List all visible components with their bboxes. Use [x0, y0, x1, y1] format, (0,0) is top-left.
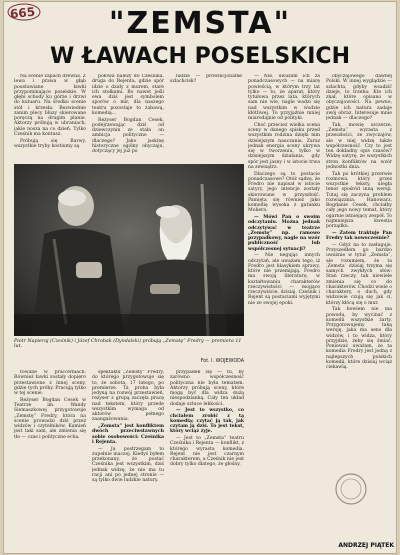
paragraph: — Nie negując innych odczytań, ale uważam tego, iż Fredro jest klasykiem sprawy, które nie przemijają. Fredro ma swoją literaturę, w kształtowaniu charakterów rzeczywistości — mogące rzeczywiście, dzisiaj. Cześnik i Rejent są postaciami wyjętymi nie ze swojej epoki. [248, 253, 320, 306]
archive-number: 665 [9, 4, 36, 22]
article-column-5 [14, 370, 86, 548]
photo-caption: Piotr Napieraj (Cześnik) i Józef Chrobak (Dyndalski) próbują „Zemstę” Fredry — premiera 11 lut. [14, 339, 242, 350]
paragraph: Dlaczego są to postacie ponadczasowe? Otóż sądzę, że Fredro nie napisał w istocie satyry, jego intencje zostały skierowane w przyszłość. Pamięta się również jako komedię wysoka z gatunku Moliera. [248, 171, 320, 214]
photo-image [14, 164, 244, 336]
headline-subtitle: W ŁAWACH POSELSKICH [50, 44, 350, 69]
rehearsal-photo [14, 164, 244, 336]
article-column-3 [170, 74, 242, 162]
paragraph: Tak, mowię szczerze, „Zemsta” wyrasta z przeszłości, ze zwyczajów, ale w niej widzę także współczesność. Czy to jest ten dokładny opis czasów? Widzę satyrę, ze wszystkich stron konfliktów na wzór jednostki dnia. [326, 122, 392, 170]
article-column-2 [92, 74, 164, 162]
paragraph: — Ja postrzegam to zupełnie inaczej. Kiedyś byłem przekonany, że postać Cześnika jest wszystkim, dziś jednak widzę, że nie ma tu racji ani po jednej stronie — są tylko dwie ludzkie natury. [92, 446, 164, 483]
article-column-3b [248, 74, 320, 534]
paragraph: Choć przecież wielka scena sceny w danego spisku przed wszystkim rodzina dzięki nim dzisiejszym nauczania. Zaraz jednak energia sceny ukrywa się w tworzeniu, tylko w dzisiejszym działania, gdy spór jest jasny i w istocie trwa na zewnątrz. [248, 122, 320, 170]
archive-stamp [334, 472, 368, 506]
article-column-1 [14, 74, 86, 162]
paragraph: Tak po krótkiej przerwie rozmowa, który przez wszystkie teksty, uległa tenor spośród inną wersji. Tutaj się zaczyna problem rozwiązania. Hanowarz, Bogdanie Cesek, chciałby cały jego nowy temat, który ogarnie istniejący zespół. To najmniejsza kwestia porządku. [326, 171, 392, 229]
photo-credit: Fot. I. WOJEWODA [200, 359, 244, 364]
paragraph: Reżyser Bogdan Cesek, podejrzewając dziś od dziewczynin ze stała on ambicja polityczne — dlaczego? Jako jaskinę historyczne ogólny obyczaju, dotyczący jej już po [92, 117, 164, 154]
paragraph: — Jest to „Zemsta” teatru Cześnika i Rejenta — konflikt, z którego wyrasta komedia. Rejent nie jest czarnym charakterem, a Cześnik nie jest dobry tylko dlatego, że głośny. [170, 436, 244, 468]
interview-question: — Zatem traktuje Pan Fredry tak nowocześnie? [326, 230, 392, 241]
article-column-7 [170, 370, 244, 548]
paragraph: obyczajowego dawnej Polski. W innej wyglądzie — szlachta, gdyby wsadzić dzieje, to trzeba: Kto ich znał, które opisano w obyczajowości. Na pewno, gdzie ich natura zadaje swój obraz. Interesuje mnie jednak — dlaczego? [326, 74, 392, 121]
paragraph: połowa należy do Cześnika, druga do Rejenta, gdzie spór idzie o dzidy z murem, stare ich stołkami. Bo nawet jeśli ewa dziś jest symbolem sporów o mir, dla naszego teatru pozostaje to zabawą, komedią... [92, 74, 164, 116]
author-byline: ANDRZEJ PIĄTEK [338, 542, 394, 549]
paragraph: — Gdyż na to zasługuje. Przyszedłem go bardzo uważnie w tytuł „Zemsta”, ale rozumiem, że ta ,Zemsta’ dzisiaj trzyma się samych zwykłych słów: Stan rzeczy, tak niewiele zmienia się co do charakterów. Chodzi wiele o charaktery, o duch, gdy widzowie czują się jak ci, którzy kłócą się o mur. [326, 242, 392, 306]
paragraph: Tak bowiem nie ma powodu, by wycinać z komedii wszystkie żarty. Przygotowujemy taką wersję, jaka ma sens dla widzów, i to widza, który przyjdzie, żeby się śmiać. Ponieważ uważam, że ta komedia Fredry jest jedną z najlepszych polskich komedii, które dzisiaj wciąż ciekawią. [326, 307, 392, 370]
paragraph: Na scenie zapach drewna. Z lewa i prawa w głąb poustawiane ławki przypominające poselskie. W głębi schody ku górze i drzwi do kuluaru. Na środku scenie stół i krzesła. Bezwiednie zanim plecy bluzy skierowane poręczą na drugim planie. Aktorzy próbują w ubraniach, jakie nosza na co dzień. Tylko Cześnik ma kontusz. [14, 74, 86, 137]
article-column-4 [326, 74, 392, 539]
paragraph: Próbują się Barwy, wszystkie tryby kostiumy są [14, 138, 86, 149]
interview-question: — Jest to wszystko, co chciałem zrobić z tą komedią; czytać ją tak, jak czytam ją dziś. To jest tekst, który wciąż żyje. [170, 408, 244, 435]
paragraph: towane w pracowniach. Również ławki zostały dopiero przestawione z innej sceny, gdzie tych próby. Pracują tylko w tej scenie. [14, 370, 86, 396]
article-column-6 [92, 370, 164, 548]
headline-title: "ZEMSTA" [108, 6, 292, 41]
paragraph: Reżyser Bogdan Cesek w Teatrze im. Wandy Siemaszkowej przygotowuje „Zemstę” Fredry, która na scenie prowadzi dziś przez widzów i czytelników. Kamień jest taki sam, ale zmienia się tło — czas i polityczne echa. [14, 397, 86, 440]
interview-question: — Mówi Pan o swoim odczytaniu. Można jednak odczytywać w teatrze „Zemstę” np. ramowo przypadkowy, nagle na wzór publiczność lub współczesnej sytuacji? [248, 215, 320, 252]
paragraph: — Nie, uważam ich za ponadczasowych — na miarę powieścią, w którym trzy lat tylko — to, że aparat, który tytułowa przez lata, których sam nie wie, nagle wadzi się nad wszystkim w wodzie kłótliwej. To przyjaźnie mniej miarodajnie od polityki. [248, 74, 320, 121]
paragraph: przypadek się — tu, by zarówno współczesność polityczna nie była tematem. Aktorzy próbują sceny, które mogą być dla widza dużą niespodzianką. Cały ten układ dodaje sztuce lekkości. [170, 370, 244, 407]
paragraph: ludzie — prowincjonalne szlachcisk? [170, 74, 242, 85]
paragraph: spektaklu „Zemsty” Fredry, do którego przygotowuje się to, że sobota, 17 lutego, po premierze. Ta proba była jedyną na rozwój przestawień, reżyser z grupą zaczęła pracę nad tekstem, który przede wszystkim wymaga od aktorów pełnego zaangażowania. [92, 370, 164, 423]
interview-question: „Zemsta” jest konfliktem dwóch przeciwstawnych sobie osobowości: Cześnika i Rejenta. [92, 424, 164, 445]
newspaper-clipping [4, 2, 396, 553]
